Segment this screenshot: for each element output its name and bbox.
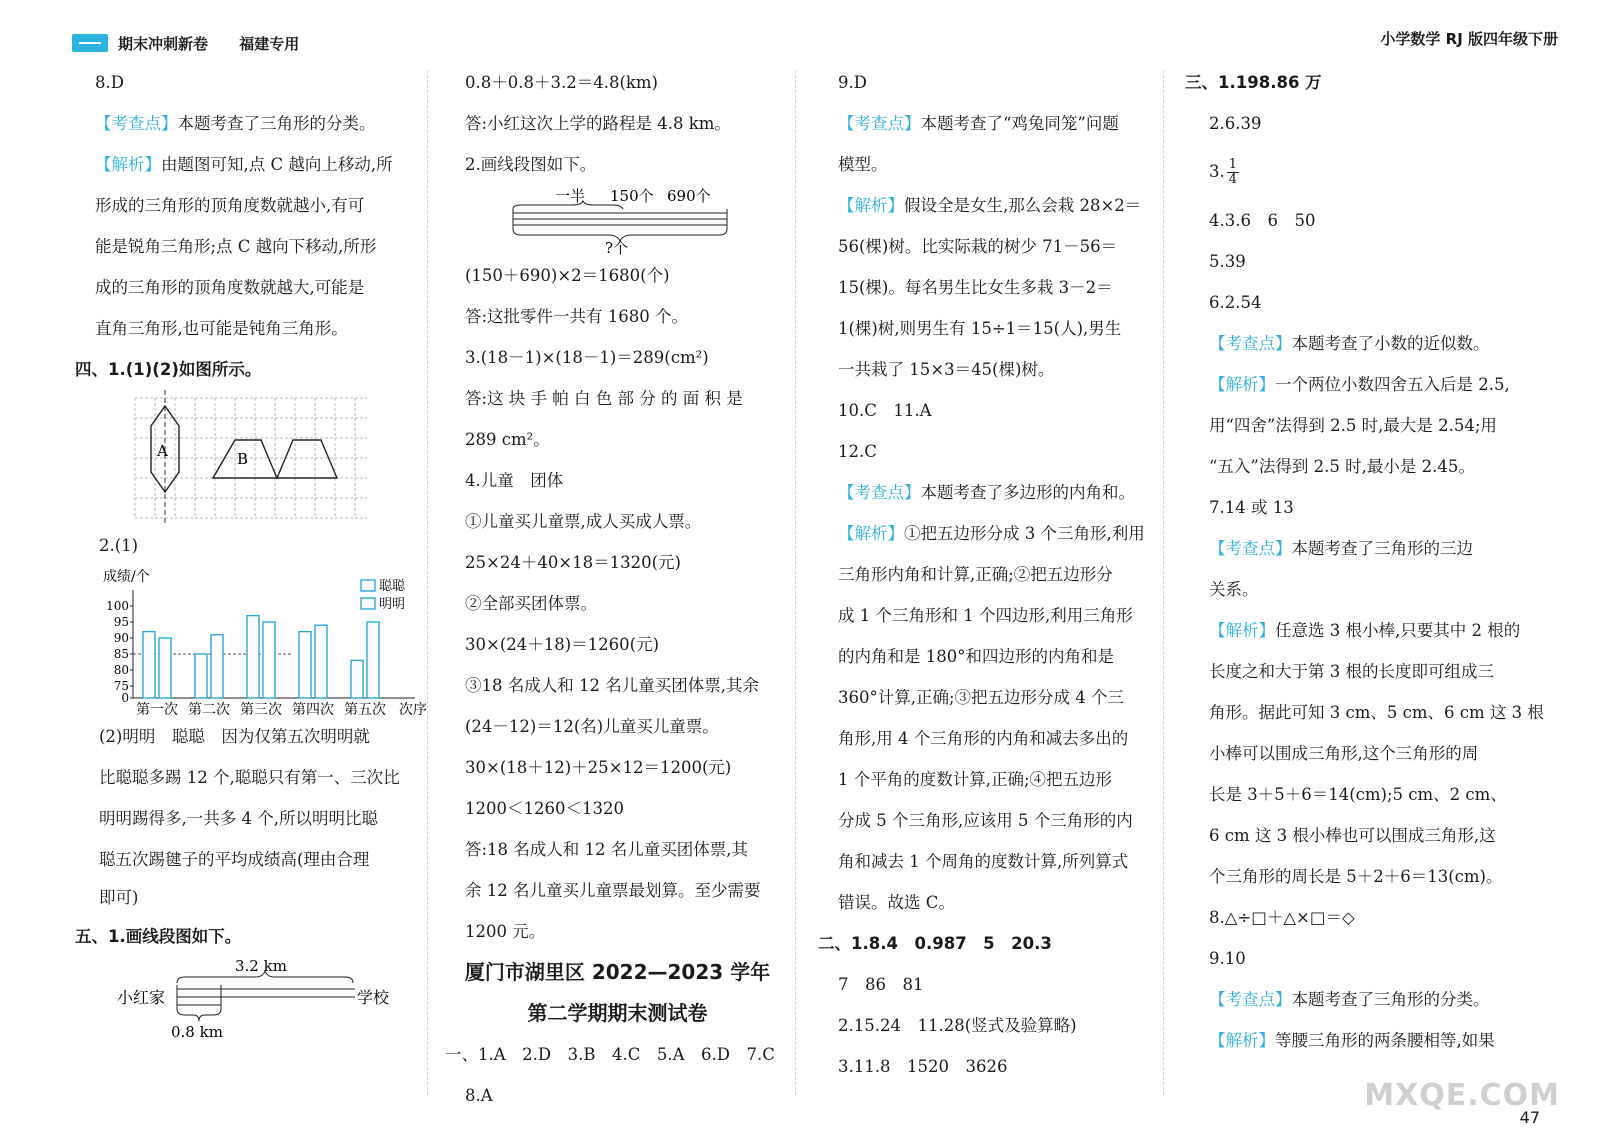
fraction-numerator: 1 <box>1228 157 1238 172</box>
answer-line: 8.A <box>465 1086 493 1105</box>
bar-congcong <box>247 616 259 698</box>
answer-line: 25×24＋40×18＝1320(元) <box>465 553 681 572</box>
answer-line: 30×(24＋18)＝1260(元) <box>465 635 660 654</box>
answer-line: 一、1.A 2.D 3.B 4.C 5.A 6.D 7.C <box>445 1045 775 1064</box>
answer-line: 7 86 81 <box>838 975 924 994</box>
x-tick-label: 第四次 <box>292 702 334 718</box>
answer-line <box>818 103 1158 144</box>
answer-line <box>1185 1020 1540 1061</box>
answer-text: 由题图可知,点 C 越向上移动,所 <box>161 155 393 174</box>
segment-label-690: 690个 <box>667 187 711 205</box>
column-3 <box>818 62 1158 1087</box>
answer-line: 360°计算,正确;③把五边形分成 4 个三 <box>838 688 1125 707</box>
jiexi-tag: 【解析】 <box>838 196 904 215</box>
fraction-denominator: 4 <box>1228 172 1238 187</box>
answer-text: 任意选 3 根小棒,只要其中 2 根的 <box>1275 621 1521 640</box>
y-tick-label: 75 <box>113 679 129 693</box>
bar-mingming <box>367 622 379 698</box>
bar-congcong <box>195 654 207 698</box>
answer-line: 成的三角形的顶角度数就越大,可能是 <box>95 278 365 297</box>
answer-line: ③18 名成人和 12 名儿童买团体票,其余 <box>465 676 759 695</box>
column-divider <box>795 70 796 1095</box>
bar-mingming <box>315 625 327 698</box>
y-tick-label: 80 <box>113 663 129 677</box>
answer-line <box>1185 144 1540 200</box>
answer-line: 明明踢得多,一共多 4 个,所以明明比聪 <box>99 809 378 828</box>
answer-text: 假设全是女生,那么会栽 28×2＝ <box>904 196 1142 215</box>
answer-line: 6 cm 这 3 根小棒也可以围成三角形,这 <box>1209 826 1496 845</box>
answer-line: 即可) <box>99 888 139 907</box>
answer-line: 用“四舍”法得到 2.5 时,最大是 2.54;用 <box>1209 416 1497 435</box>
kaochadian-tag: 【考查点】 <box>1209 539 1292 558</box>
answer-line: 7.14 或 13 <box>1209 498 1294 517</box>
section-heading: 二、1.8.4 0.987 5 20.3 <box>818 934 1052 953</box>
column-divider <box>427 70 428 1095</box>
answer-line: 角形,用 4 个三角形的内角和减去多出的 <box>838 729 1129 748</box>
segment-diagram-1 <box>75 957 420 1043</box>
answer-line: (2)明明 聪聪 因为仅第五次明明就 <box>99 727 370 746</box>
exam-title-line-2: 第二学期期末测试卷 <box>527 1001 708 1025</box>
kaochadian-tag: 【考查点】 <box>838 483 921 502</box>
x-tick-label: 第二次 <box>188 702 230 718</box>
answer-line <box>1185 364 1540 405</box>
answer-text: 本题考查了“鸡兔同笼”问题 <box>920 114 1119 133</box>
header-left <box>118 33 325 54</box>
bar-congcong <box>299 632 311 698</box>
answer-line: 一共栽了 15×3＝45(棵)树。 <box>838 360 1055 379</box>
answer-line: 8.△÷□＋△×□＝◇ <box>1209 908 1355 927</box>
answer-line: 2.15.24 11.28(竖式及验算略) <box>838 1016 1077 1035</box>
y-axis-label: 成绩/个 <box>103 569 150 585</box>
shape-label-b: B <box>237 450 249 468</box>
y-tick-label: 100 <box>106 599 129 613</box>
answer-text: 本题考查了三角形的分类。 <box>177 114 376 133</box>
answer-line: 小棒可以围成三角形,这个三角形的周 <box>1209 744 1479 763</box>
kaochadian-tag: 【考查点】 <box>1209 334 1292 353</box>
bar-mingming <box>211 635 223 698</box>
answer-line: 9.D <box>838 73 867 92</box>
section-heading: 四、1.(1)(2)如图所示。 <box>75 360 262 379</box>
segment-label-unknown: ?个 <box>605 239 629 257</box>
segment-label-150: 150个 <box>610 187 654 205</box>
answer-line: 3.(18－1)×(18－1)＝289(cm²) <box>465 348 709 367</box>
jiexi-tag: 【解析】 <box>1209 1031 1275 1050</box>
answer-line: 1 个平角的度数计算,正确;④把五边形 <box>838 770 1113 789</box>
segment-left-label: 小红家 <box>117 988 166 1007</box>
answer-line: 能是锐角三角形;点 C 越向下移动,所形 <box>95 237 377 256</box>
answer-line: 6.2.54 <box>1209 293 1262 312</box>
x-tick-label: 第一次 <box>136 702 178 718</box>
legend-label: 聪聪 <box>379 579 406 594</box>
exam-title-line-1: 厦门市湖里区 2022—2023 学年 <box>464 960 771 984</box>
answer-line: 分成 5 个三角形,应该用 5 个三角形的内 <box>838 811 1133 830</box>
header-right: 小学数学 RJ 版四年级下册 <box>1380 30 1558 48</box>
column-4 <box>1185 62 1544 1061</box>
answer-line <box>75 103 420 144</box>
y-tick-label: 90 <box>113 631 129 645</box>
answer-line: 答:这 块 手 帕 白 色 部 分 的 面 积 是 <box>465 389 743 408</box>
answer-line: (24－12)＝12(名)儿童买儿童票。 <box>465 717 719 736</box>
kaochadian-tag: 【考查点】 <box>95 114 178 133</box>
section-heading: 五、1.画线段图如下。 <box>75 927 242 946</box>
answer-line: (150＋690)×2＝1680(个) <box>465 266 670 285</box>
answer-line: 长是 3＋5＋6＝14(cm);5 cm、2 cm、 <box>1209 785 1507 804</box>
answer-text: 一个两位小数四舍五入后是 2.5, <box>1275 375 1510 394</box>
answer-line: “五入”法得到 2.5 时,最小是 2.45。 <box>1209 457 1475 476</box>
answer-text: 等腰三角形的两条腰相等,如果 <box>1275 1031 1495 1050</box>
answer-text: 3. <box>1209 162 1225 181</box>
answer-line: 个三角形的周长是 5＋2＋6＝13(cm)。 <box>1209 867 1503 886</box>
answer-line <box>818 513 1158 554</box>
bar-congcong <box>351 660 363 698</box>
answer-text: 本题考查了三角形的分类。 <box>1291 990 1490 1009</box>
section-heading: 三、1.198.86 万 <box>1185 73 1322 92</box>
bar-congcong <box>143 632 155 698</box>
answer-text: ①把五边形分成 3 个三角形,利用 <box>904 524 1145 543</box>
y-tick-label: 0 <box>121 691 129 705</box>
segment-bottom-label: 0.8 km <box>171 1023 223 1041</box>
answer-line: 56(棵)树。比实际栽的树少 71－56＝ <box>838 237 1118 256</box>
jiexi-tag: 【解析】 <box>1209 375 1275 394</box>
grid-figure <box>75 390 420 525</box>
y-tick-label: 95 <box>113 615 129 629</box>
fraction <box>1227 158 1239 187</box>
book-badge-icon <box>72 34 108 52</box>
answer-line: 9.10 <box>1209 949 1246 968</box>
answer-line <box>1185 528 1540 569</box>
answer-line: 2.6.39 <box>1209 114 1262 133</box>
bar-mingming <box>263 622 275 698</box>
answer-line: 2.画线段图如下。 <box>465 155 597 174</box>
legend-swatch <box>361 580 375 591</box>
answer-line <box>818 472 1158 513</box>
kaochadian-tag: 【考查点】 <box>1209 990 1292 1009</box>
answer-line: 10.C 11.A <box>838 401 932 420</box>
answer-line: 答:这批零件一共有 1680 个。 <box>465 307 689 326</box>
answer-line: 3.11.8 1520 3626 <box>838 1057 1008 1076</box>
answer-text: 本题考查了多边形的内角和。 <box>920 483 1135 502</box>
legend-label: 明明 <box>379 597 406 612</box>
legend-swatch <box>361 598 375 609</box>
edition-label: 福建专用 <box>239 35 300 53</box>
grid-drawing <box>75 390 420 525</box>
answer-line: 289 cm²。 <box>465 430 550 449</box>
answer-text: 本题考查了三角形的三边 <box>1291 539 1473 558</box>
answer-line <box>1185 610 1540 651</box>
segment-drawing <box>75 957 420 1043</box>
segment-diagram-2 <box>445 185 790 255</box>
answer-line: 三角形内角和计算,正确;②把五边形分 <box>838 565 1113 584</box>
answer-line: 模型。 <box>838 155 888 174</box>
bar-mingming <box>159 638 171 698</box>
book-title: 期末冲刺新卷 <box>118 35 209 53</box>
bar-chart <box>75 566 427 718</box>
watermark: MXQE.COM <box>1364 1078 1560 1113</box>
answer-line: 错误。故选 C。 <box>838 893 955 912</box>
answer-line: 关系。 <box>1209 580 1259 599</box>
answer-line: 比聪聪多踢 12 个,聪聪只有第一、三次比 <box>99 768 400 787</box>
answer-line: 答:18 名成人和 12 名儿童买团体票,其 <box>465 840 749 859</box>
x-axis-label: 次序 <box>399 702 427 718</box>
page-header <box>0 0 1600 62</box>
answer-line: 1200＜1260＜1320 <box>465 799 624 818</box>
answer-line: 8.D <box>95 73 124 92</box>
answer-line: 5.39 <box>1209 252 1246 271</box>
answer-line: 角和减去 1 个周角的度数计算,所列算式 <box>838 852 1129 871</box>
answer-line: 答:小红这次上学的路程是 4.8 km。 <box>465 114 731 133</box>
kaochadian-tag: 【考查点】 <box>838 114 921 133</box>
answer-line: 30×(18＋12)＋25×12＝1200(元) <box>465 758 732 777</box>
bar-chart-svg <box>75 566 427 718</box>
page-number: 47 <box>1519 1108 1540 1127</box>
answer-line: 1200 元。 <box>465 922 546 941</box>
column-2 <box>445 62 790 1116</box>
jiexi-tag: 【解析】 <box>838 524 904 543</box>
y-tick-label: 85 <box>113 647 129 661</box>
segment-top-label: 3.2 km <box>235 957 287 975</box>
answer-line: ①儿童买儿童票,成人买成人票。 <box>465 512 702 531</box>
column-1 <box>75 62 427 1043</box>
answer-line: 4.3.6 6 50 <box>1209 211 1316 230</box>
answer-line: 成 1 个三角形和 1 个四边形,利用三角形 <box>838 606 1133 625</box>
x-tick-label: 第五次 <box>344 702 386 718</box>
answer-line: 2.(1) <box>99 536 139 555</box>
answer-line <box>75 144 420 185</box>
segment-right-label: 学校 <box>357 988 390 1007</box>
answer-line: 0.8＋0.8＋3.2＝4.8(km) <box>465 73 658 92</box>
answer-line: 4.儿童 团体 <box>465 471 564 490</box>
answer-line: 12.C <box>838 442 877 461</box>
answer-line: 1(棵)树,则男生有 15÷1＝15(人),男生 <box>838 319 1122 338</box>
answer-line: 余 12 名儿童买儿童票最划算。至少需要 <box>465 881 761 900</box>
column-divider <box>1163 70 1164 1095</box>
segment-label-half: 一半 <box>555 187 586 205</box>
answer-line: 的内角和是 180°和四边形的内角和是 <box>838 647 1114 666</box>
answer-line <box>818 185 1158 226</box>
answer-line <box>1185 979 1540 1020</box>
answer-line: 直角三角形,也可能是钝角三角形。 <box>95 319 348 338</box>
answer-line: 聪五次踢毽子的平均成绩高(理由合理 <box>99 850 370 869</box>
answer-line: ②全部买团体票。 <box>465 594 597 613</box>
jiexi-tag: 【解析】 <box>1209 621 1275 640</box>
jiexi-tag: 【解析】 <box>95 155 161 174</box>
answer-text: 本题考查了小数的近似数。 <box>1291 334 1490 353</box>
answer-line: 15(棵)。每名男生比女生多栽 3－2＝ <box>838 278 1113 297</box>
shape-label-a: A <box>157 442 168 460</box>
segment-drawing <box>445 185 790 255</box>
answer-line: 形成的三角形的顶角度数就越小,有可 <box>95 196 365 215</box>
answer-line: 长度之和大于第 3 根的长度即可组成三 <box>1209 662 1494 681</box>
answer-line <box>1185 323 1540 364</box>
x-tick-label: 第三次 <box>240 702 282 718</box>
answer-line: 角形。据此可知 3 cm、5 cm、6 cm 这 3 根 <box>1209 703 1544 722</box>
